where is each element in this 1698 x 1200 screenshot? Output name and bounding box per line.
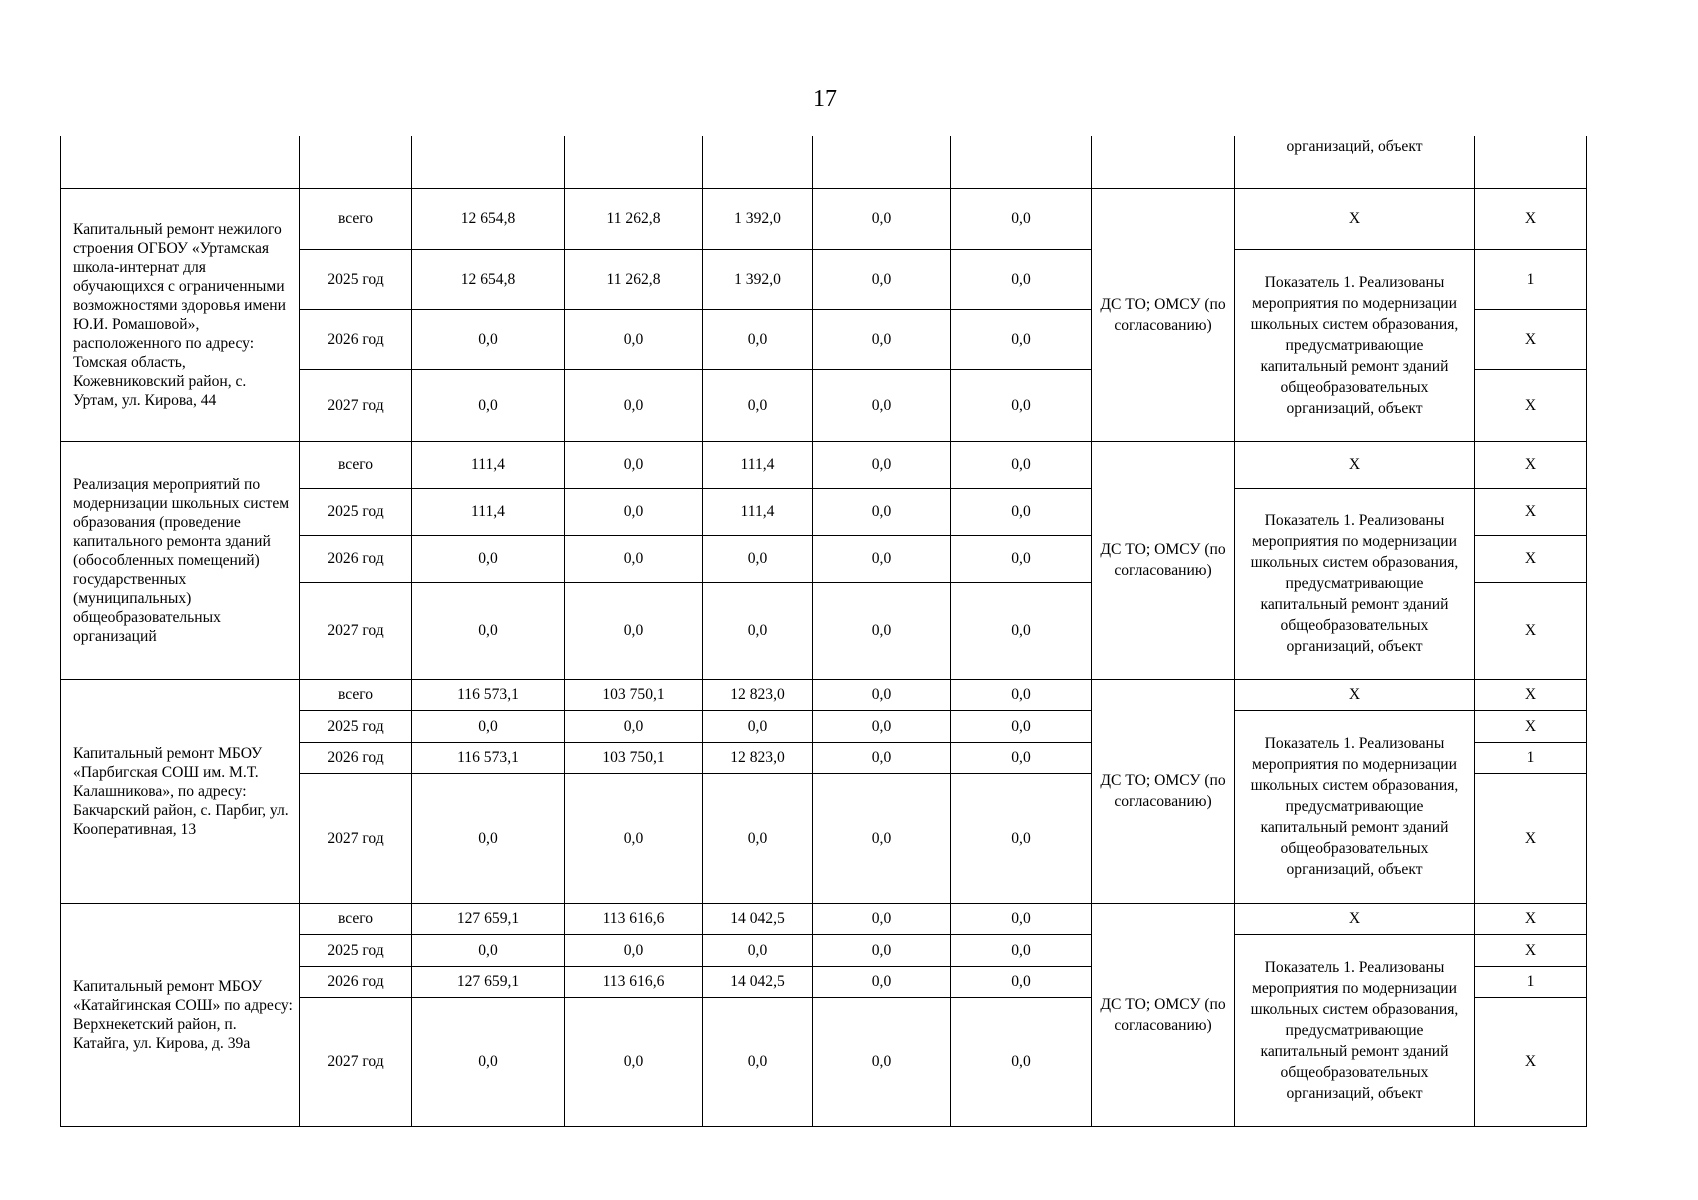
indicator-value-cell: X [1475,710,1587,742]
value-cell: 0,0 [813,903,951,934]
indicator-description: Показатель 1. Реализованы мероприятия по модернизации школьных систем образования, предусматривающие капитальный ремонт зданий общеобразовательных организаций, объект [1235,934,1475,1126]
value-cell: 113 616,6 [565,966,703,997]
value-cell: 0,0 [565,488,703,535]
continuation-cell [813,136,951,188]
indicator-description: Показатель 1. Реализованы мероприятия по модернизации школьных систем образования, предусматривающие капитальный ремонт зданий общеобразовательных организаций, объект [1235,249,1475,441]
value-cell: 0,0 [813,966,951,997]
continuation-indicator-text: организаций, объект [1235,136,1475,188]
activity-name: Капитальный ремонт МБОУ «Парбигская СОШ им. М.Т. Калашникова», по адресу: Бакчарский район, с. Парбиг, ул. Кооперативная, 13 [61,679,300,903]
period-cell: 2026 год [300,535,412,582]
value-cell: 0,0 [813,488,951,535]
period-cell: 2026 год [300,309,412,369]
continuation-cell [412,136,565,188]
table-row [61,903,1587,934]
period-cell: всего [300,441,412,488]
value-cell: 0,0 [951,742,1092,773]
value-cell: 0,0 [951,535,1092,582]
indicator-value-cell: 1 [1475,249,1587,309]
indicator-value-cell: X [1475,582,1587,679]
indicator-value-cell: X [1475,488,1587,535]
value-cell: 0,0 [951,582,1092,679]
program-activities-table [60,136,1587,1127]
value-cell: 0,0 [565,934,703,966]
value-cell: 0,0 [565,309,703,369]
value-cell: 0,0 [813,679,951,710]
period-cell: 2027 год [300,582,412,679]
indicator-description: Показатель 1. Реализованы мероприятия по модернизации школьных систем образования, предусматривающие капитальный ремонт зданий общеобразовательных организаций, объект [1235,710,1475,903]
value-cell: 12 654,8 [412,249,565,309]
continuation-cell [1092,136,1235,188]
value-cell: 0,0 [951,488,1092,535]
value-cell: 0,0 [951,966,1092,997]
period-cell: всего [300,679,412,710]
value-cell: 0,0 [565,773,703,903]
activity-name: Капитальный ремонт нежилого строения ОГБОУ «Уртамская школа-интернат для обучающихся с ограниченными возможностями здоровья имени Ю.И. Ромашовой», расположенного по адресу: Томская область, Кожевниковский район, с. Уртам, ул. Кирова, 44 [61,188,300,441]
executor-cell: ДС ТО; ОМСУ (по согласованию) [1092,679,1235,903]
activity-name: Капитальный ремонт МБОУ «Катайгинская СОШ» по адресу: Верхнекетский район, п. Катайга, ул. Кирова, д. 39а [61,903,300,1126]
indicator-value-cell: X [1475,535,1587,582]
value-cell: 14 042,5 [703,966,813,997]
value-cell: 0,0 [703,582,813,679]
value-cell: 0,0 [703,309,813,369]
value-cell: 0,0 [412,535,565,582]
value-cell: 0,0 [412,582,565,679]
value-cell: 0,0 [565,710,703,742]
value-cell: 0,0 [412,710,565,742]
value-cell: 0,0 [951,309,1092,369]
value-cell: 0,0 [565,441,703,488]
value-cell: 0,0 [813,249,951,309]
x-mark-cell: X [1235,188,1475,249]
value-cell: 12 823,0 [703,742,813,773]
value-cell: 0,0 [412,934,565,966]
value-cell: 0,0 [703,369,813,441]
period-cell: 2025 год [300,488,412,535]
indicator-value-cell: 1 [1475,742,1587,773]
continuation-cell [61,136,300,188]
period-cell: 2025 год [300,934,412,966]
value-cell: 0,0 [703,710,813,742]
value-cell: 11 262,8 [565,249,703,309]
indicator-value-cell: X [1475,441,1587,488]
value-cell: 113 616,6 [565,903,703,934]
value-cell: 0,0 [951,903,1092,934]
value-cell: 0,0 [951,441,1092,488]
indicator-value-cell: X [1475,997,1587,1126]
value-cell: 0,0 [703,535,813,582]
value-cell: 0,0 [813,535,951,582]
indicator-value-cell: X [1475,369,1587,441]
period-cell: 2027 год [300,369,412,441]
value-cell: 0,0 [565,997,703,1126]
value-cell: 0,0 [813,309,951,369]
continuation-cell [703,136,813,188]
executor-cell: ДС ТО; ОМСУ (по согласованию) [1092,903,1235,1126]
value-cell: 0,0 [412,369,565,441]
value-cell: 0,0 [951,710,1092,742]
table-row [61,679,1587,710]
period-cell: 2027 год [300,997,412,1126]
value-cell: 0,0 [951,369,1092,441]
value-cell: 0,0 [813,710,951,742]
value-cell: 111,4 [412,488,565,535]
value-cell: 0,0 [813,773,951,903]
value-cell: 0,0 [703,773,813,903]
continuation-cell [565,136,703,188]
value-cell: 0,0 [813,997,951,1126]
value-cell: 12 823,0 [703,679,813,710]
value-cell: 111,4 [703,488,813,535]
activity-name: Реализация мероприятий по модернизации школьных систем образования (проведение капитального ремонта зданий (обособленных помещений) государственных (муниципальных) общеобразовательных организаций [61,441,300,679]
executor-cell: ДС ТО; ОМСУ (по согласованию) [1092,441,1235,679]
indicator-value-cell: X [1475,934,1587,966]
value-cell: 103 750,1 [565,679,703,710]
value-cell: 0,0 [951,188,1092,249]
continuation-cell [1475,136,1587,188]
value-cell: 1 392,0 [703,188,813,249]
value-cell: 1 392,0 [703,249,813,309]
indicator-value-cell: X [1475,309,1587,369]
period-cell: 2027 год [300,773,412,903]
period-cell: всего [300,903,412,934]
executor-cell: ДС ТО; ОМСУ (по согласованию) [1092,188,1235,441]
x-mark-cell: X [1235,441,1475,488]
value-cell: 0,0 [813,742,951,773]
value-cell: 111,4 [412,441,565,488]
indicator-value-cell: X [1475,773,1587,903]
value-cell: 0,0 [951,997,1092,1126]
value-cell: 0,0 [813,441,951,488]
table-row [61,188,1587,249]
table-row [61,441,1587,488]
x-mark-cell: X [1235,903,1475,934]
indicator-value-cell: X [1475,903,1587,934]
period-cell: 2026 год [300,966,412,997]
page-number: 17 [813,86,837,112]
value-cell: 11 262,8 [565,188,703,249]
value-cell: 0,0 [813,369,951,441]
value-cell: 12 654,8 [412,188,565,249]
period-cell: 2025 год [300,249,412,309]
value-cell: 0,0 [951,679,1092,710]
indicator-value-cell: X [1475,679,1587,710]
period-cell: 2026 год [300,742,412,773]
value-cell: 127 659,1 [412,966,565,997]
value-cell: 103 750,1 [565,742,703,773]
continuation-cell [300,136,412,188]
value-cell: 0,0 [813,582,951,679]
value-cell: 0,0 [412,773,565,903]
value-cell: 14 042,5 [703,903,813,934]
value-cell: 0,0 [813,934,951,966]
value-cell: 0,0 [813,188,951,249]
value-cell: 0,0 [565,535,703,582]
value-cell: 111,4 [703,441,813,488]
value-cell: 116 573,1 [412,742,565,773]
period-cell: всего [300,188,412,249]
value-cell: 0,0 [703,934,813,966]
value-cell: 0,0 [951,934,1092,966]
period-cell: 2025 год [300,710,412,742]
value-cell: 0,0 [565,582,703,679]
indicator-value-cell: 1 [1475,966,1587,997]
value-cell: 0,0 [412,309,565,369]
indicator-value-cell: X [1475,188,1587,249]
continuation-row [61,136,1587,188]
value-cell: 0,0 [565,369,703,441]
value-cell: 0,0 [703,997,813,1126]
value-cell: 0,0 [412,997,565,1126]
value-cell: 127 659,1 [412,903,565,934]
value-cell: 0,0 [951,773,1092,903]
value-cell: 116 573,1 [412,679,565,710]
continuation-cell [951,136,1092,188]
x-mark-cell: X [1235,679,1475,710]
indicator-description: Показатель 1. Реализованы мероприятия по модернизации школьных систем образования, предусматривающие капитальный ремонт зданий общеобразовательных организаций, объект [1235,488,1475,679]
value-cell: 0,0 [951,249,1092,309]
